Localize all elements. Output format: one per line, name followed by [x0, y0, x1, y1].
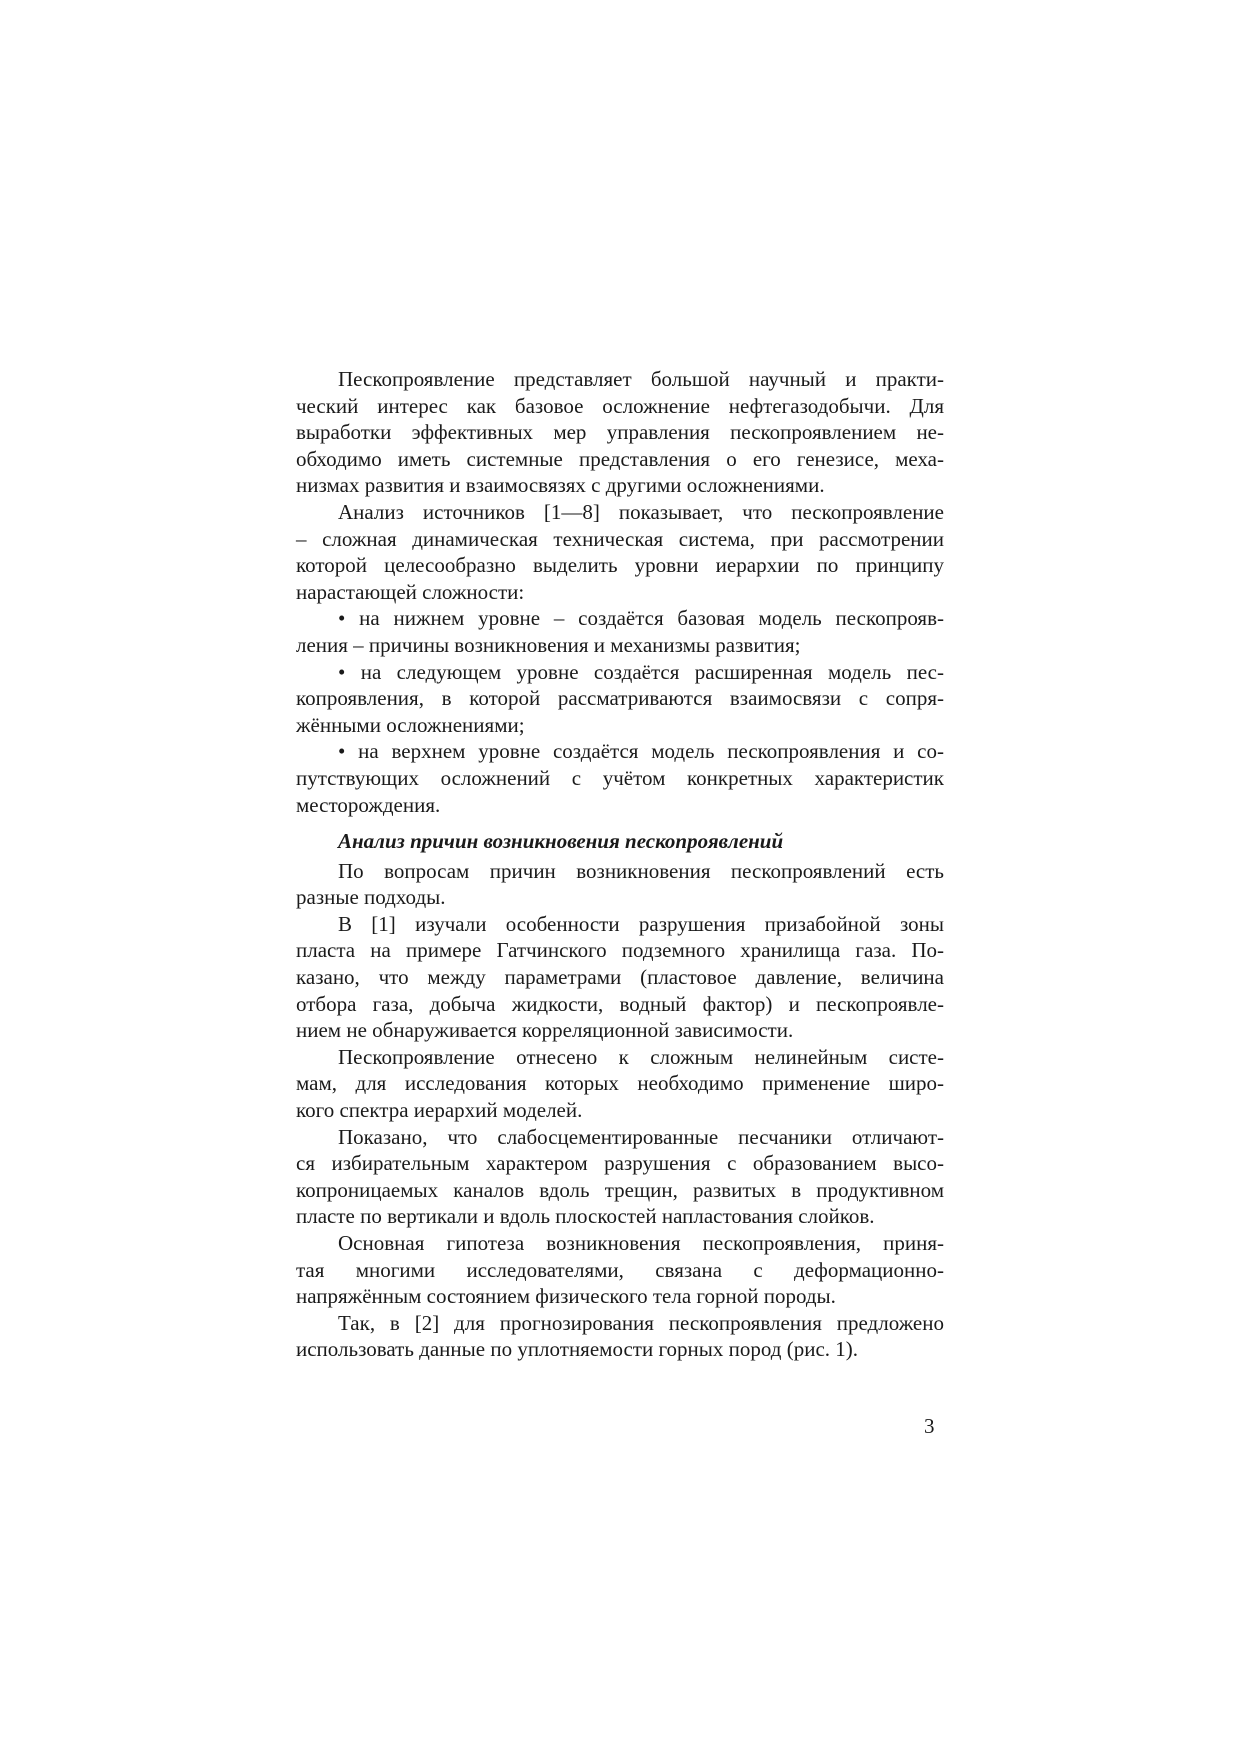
text-line: Так, в [2] для прогнозирования пескопроявления предложено: [338, 1310, 944, 1335]
text-line: По вопросам причин возникновения пескопроявлений есть: [338, 858, 944, 883]
paragraph: [296, 605, 944, 658]
text-line: выработки эффективных мер управления пескопроявлением не-: [296, 420, 944, 445]
text-line: ся избирательным характером разрушения с образованием высо-: [296, 1151, 944, 1176]
text-line: пласта на примере Гатчинского подземного хранилища газа. По-: [296, 938, 944, 963]
text-line: месторождения.: [296, 792, 441, 817]
text-line: ления – причины возникновения и механизмы развития;: [296, 632, 801, 657]
text-line: нарастающей сложности:: [296, 579, 525, 604]
text-line: Пескопроявление представляет большой научный и практи-: [338, 367, 944, 391]
paragraph: [296, 858, 944, 911]
text-line: отбора газа, добыча жидкости, водный фактор) и пескопроявле-: [296, 991, 944, 1016]
text-line: обходимо иметь системные представления о его генезисе, меха-: [296, 446, 944, 471]
text-line: • на нижнем уровне – создаётся базовая модель пескопрояв-: [338, 606, 944, 631]
text-line: использовать данные по уплотняемости горных пород (рис. 1).: [296, 1337, 859, 1362]
section-heading: [296, 828, 944, 855]
paragraph: [296, 1124, 944, 1230]
text-line: Основная гипотеза возникновения пескопроявления, приня-: [338, 1231, 944, 1255]
text-line: • на следующем уровне создаётся расширенная модель пес-: [338, 659, 944, 684]
section-heading-text: Анализ причин возникновения пескопроявлений: [338, 829, 784, 854]
paragraph: [296, 1230, 944, 1310]
text-line: ческий интерес как базовое осложнение нефтегазодобычи. Для: [296, 393, 944, 418]
text-line: Показано, что слабосцементированные песчаники отличают-: [338, 1124, 944, 1149]
paragraph: [296, 738, 944, 818]
text-line: низмах развития и взаимосвязях с другими осложнениями.: [296, 473, 825, 498]
text-line: В [1] изучали особенности разрушения призабойной зоны: [338, 911, 944, 936]
paragraph: [296, 911, 944, 1044]
text-line: • на верхнем уровне создаётся модель пескопроявления и со-: [338, 739, 944, 764]
paragraph: [296, 659, 944, 739]
text-line: мам, для исследования которых необходимо применение широ-: [296, 1071, 944, 1096]
paragraph: [296, 1310, 944, 1363]
text-line: Пескопроявление отнесено к сложным нелинейным систе-: [338, 1044, 944, 1069]
text-line: которой целесообразно выделить уровни иерархии по принципу: [296, 553, 944, 578]
text-line: пласте по вертикали и вдоль плоскостей напластования слойков.: [296, 1204, 875, 1229]
text-line: разные подходы.: [296, 885, 446, 910]
text-line: путствующих осложнений с учётом конкретных характеристик: [296, 765, 944, 790]
paragraph: [296, 1044, 944, 1124]
paragraph: [296, 366, 944, 499]
paragraph: [296, 499, 944, 605]
text-line: тая многими исследователями, связана с деформационно-: [296, 1257, 944, 1282]
text-line: кого спектра иерархий моделей.: [296, 1098, 583, 1123]
text-line: казано, что между параметрами (пластовое давление, величина: [296, 965, 944, 990]
text-line: нием не обнаруживается корреляционной зависимости.: [296, 1018, 794, 1043]
text-line: Анализ источников [1—8] показывает, что пескопроявление: [338, 499, 944, 524]
page-number: 3: [924, 1414, 935, 1438]
text-line: – сложная динамическая техническая система, при рассмотрении: [296, 526, 944, 551]
main-text: [296, 366, 944, 1363]
text-line: напряжённым состоянием физического тела горной породы.: [296, 1284, 836, 1309]
text-line: копроявления, в которой рассматриваются взаимосвязи с сопря-: [296, 686, 944, 711]
text-line: копроницаемых каналов вдоль трещин, развитых в продуктивном: [296, 1177, 944, 1202]
text-line: жёнными осложнениями;: [296, 712, 525, 737]
